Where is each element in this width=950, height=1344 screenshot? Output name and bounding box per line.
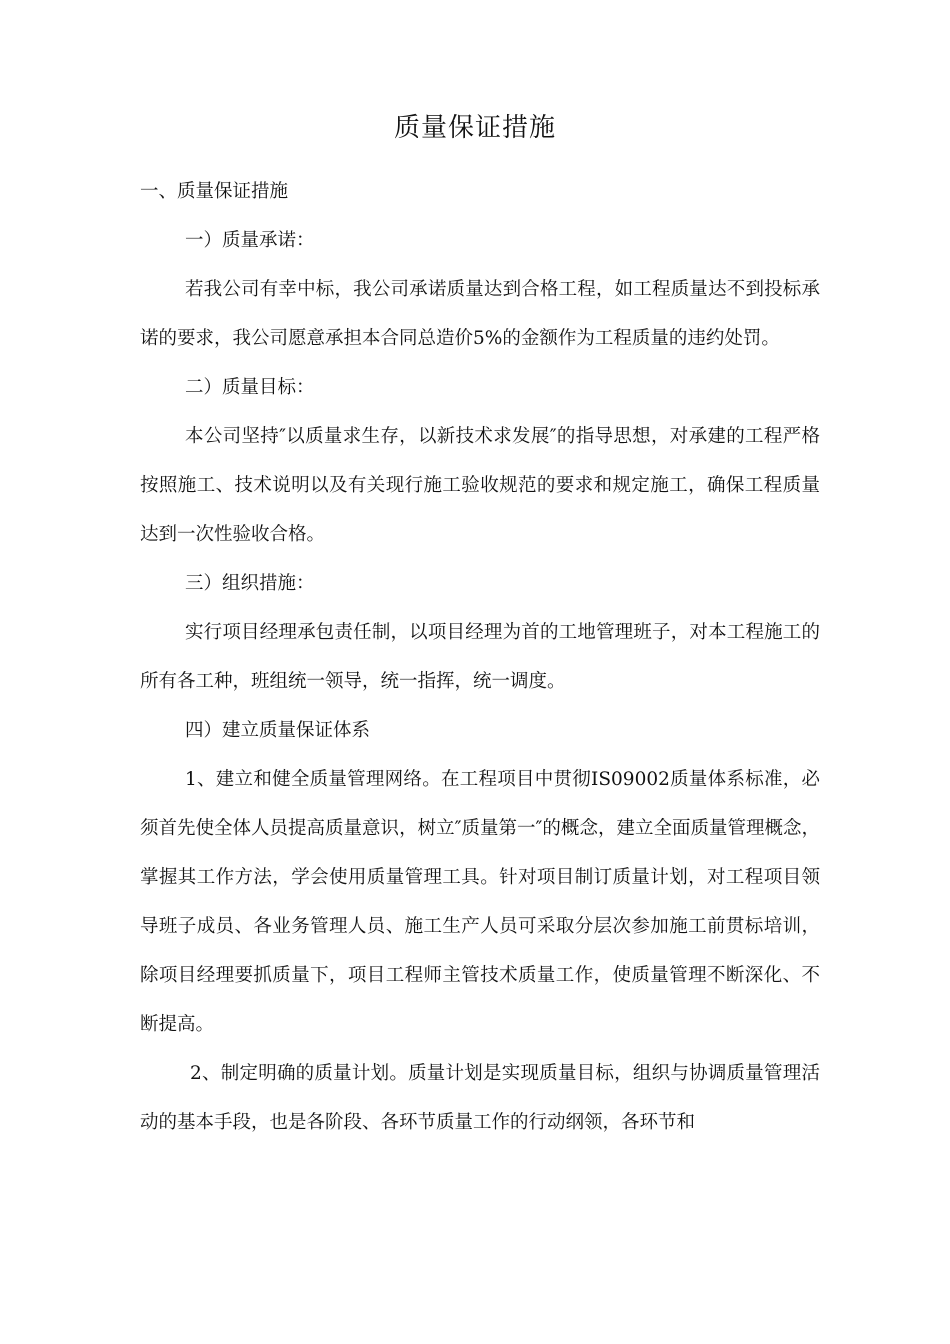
paragraph-quality-target: 本公司坚持″以质量求生存，以新技术求发展″的指导思想，对承建的工程严格按照施工、技术说明以及有关现行施工验收规范的要求和规定施工，确保工程质量达到一次性验收合格。 xyxy=(140,426,820,545)
paragraph-item-2: 2、制定明确的质量计划。质量计划是实现质量目标，组织与协调质量管理活动的基本手段，也是各阶段、各环节质量工作的行动纲领，各环节和 xyxy=(140,1063,820,1133)
section-heading-quality-measures: 一、质量保证措施 xyxy=(140,181,289,202)
subheading-quality-commitment: 一）质量承诺： xyxy=(185,230,315,251)
paragraph-item-1: 1、建立和健全质量管理网络。在工程项目中贯彻IS09002质量体系标准，必须首先使全体人员提高质量意识，树立″质量第一″的概念，建立全面质量管理概念，掌握其工作方法，学会使用质量管理工具。针对项目制订质量计划，对工程项目领导班子成员、各业务管理人员、施工生产人员可采取分层次参加施工前贯标培训，除项目经理要抓质量下，项目工程师主管技术质量工作，使质量管理不断深化、不断提高。 xyxy=(140,769,820,1035)
paragraph-organization-measures: 实行项目经理承包责任制，以项目经理为首的工地管理班子，对本工程施工的所有各工种，班组统一领导，统一指挥，统一调度。 xyxy=(140,622,820,692)
subheading-organization-measures: 三）组织措施： xyxy=(185,573,315,594)
subheading-quality-target: 二）质量目标： xyxy=(185,377,315,398)
subheading-quality-system: 四）建立质量保证体系 xyxy=(185,720,371,741)
document-title: 质量保证措施 xyxy=(393,113,556,143)
document-body xyxy=(140,167,820,1147)
paragraph-quality-commitment: 若我公司有幸中标，我公司承诺质量达到合格工程，如工程质量达不到投标承诺的要求，我公司愿意承担本合同总造价5%的金额作为工程质量的违约处罚。 xyxy=(140,279,820,349)
